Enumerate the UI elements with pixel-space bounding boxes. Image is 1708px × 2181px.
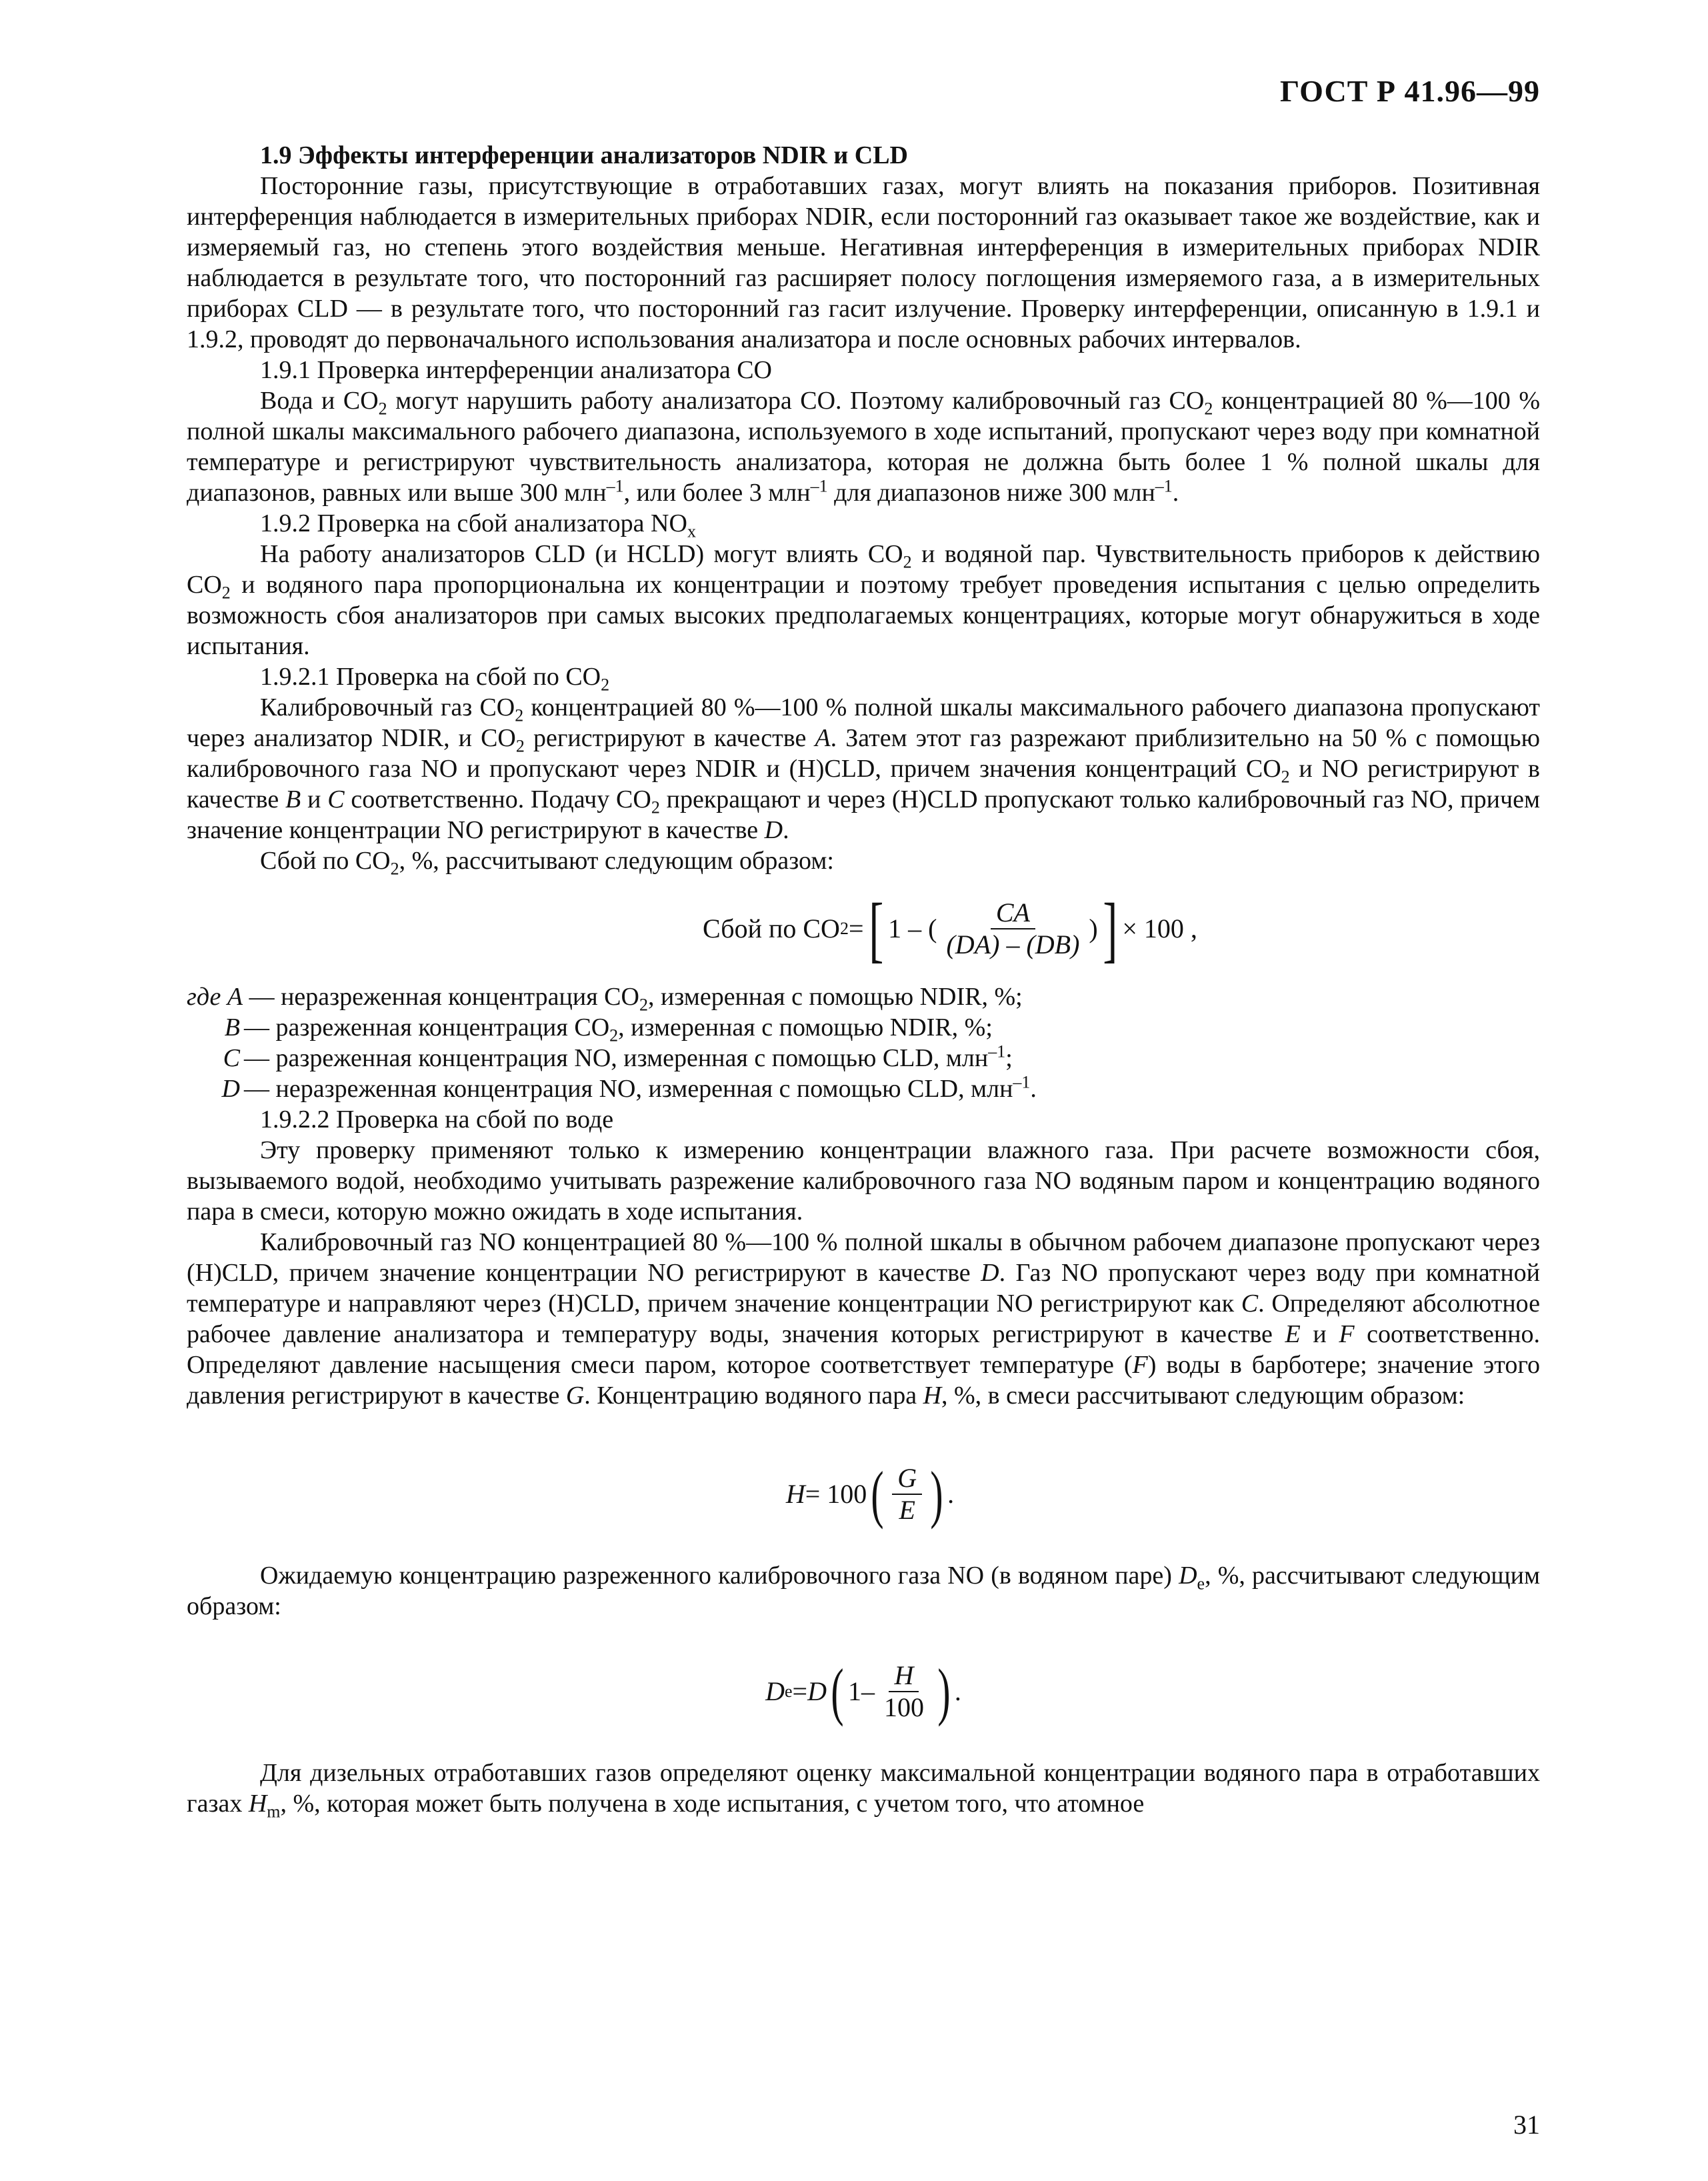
subsection-1-9-2: 1.9.2 Проверка на сбой анализатора $NO_x$ — [260, 509, 696, 541]
paragraph-calc-intro: Сбой по $CO_2$, %, рассчитывают следующим образом: — [260, 847, 834, 879]
paragraph-1-9-2-1: Калибровочный газ $CO_2$ концентрацией 80 %—100 % полной шкалы максимального рабочего диапазона пропускают через анализатор NDIR, и $CO_2$ регистрируют в качестве A. Затем этот газ разрежают приблизительно на 50 % с помощью калибровочного газа NO и пропускают через NDIR и (H)CLD, причем значения концентраций $CO_2$ и NO регистрируют в качестве B и C соответственно. Подачу $CO_2$ прекращают и через (H)CLD пропускают только калибровочный газ NO, причем значение концентрации NO регистрируют в качестве D. — [187, 693, 1540, 844]
right-bracket: ] — [1103, 888, 1118, 969]
formula-diluted-no: D e = D ( 1– $\frac{H}{100}$ ) . — [765, 1656, 961, 1727]
paragraph-intro: Посторонние газы, присутствующие в отработавших газах, могут влиять на показания приборов. Позитивная интерференция наблюдается в измерительных приборах NDIR, если посторонний газ оказывает такое же воздействие, как и измеряемый газ, но степень этого воздействия меньше. Негативная интерференция в измерительных приборах NDIR наблюдается в результате того, что посторонний газ расширяет полосу поглощения измеряемого газа, а в измерительных приборах CLD — в результате того, что посторонний газ гасит излучение. Проверку интерференции, описанную в 1.9.1 и 1.9.2, проводят до первоначального использования анализатора и после основных рабочих интервалов. — [187, 172, 1540, 353]
definition-a: где A — неразреженная концентрация $CO_2$, измеренная с помощью NDIR, %; — [187, 983, 1023, 1015]
page-number: 31 — [1513, 2110, 1540, 2140]
paragraph-1-9-2-2-b: Калибровочный газ NO концентрацией 80 %—100 % полной шкалы в обычном рабочем диапазоне пропускают через (H)CLD, причем значение концентрации NO регистрируют в качестве D. Газ NO пропускают через воду при комнатной температуре и направляют через (H)CLD, причем значение концентрации NO регистрируют как C. Определяют абсолютное рабочее давление анализатора и температуру воды, значения которых регистрируют в качестве E и F соответственно. Определяют давление насыщения смеси паром, которое соответствует температуре (F) воды в барботере; значение этого давления регистрируют в качестве G. Концентрацию водяного пара H, %, в смеси рассчитывают следующим образом: — [187, 1228, 1541, 1410]
document-body — [187, 140, 1541, 1822]
definition-d: D — неразреженная концентрация NO, измеренная с помощью CLD, млн$^{-1}$. — [221, 1072, 1037, 1103]
fraction: $\frac{G}{E}$ — [892, 1463, 922, 1526]
paragraph-1-9-1: Вода и $CO_2$ могут нарушить работу анализатора CO. Поэтому калибровочный газ $CO_2$ концентрацией 80 %—100 % полной шкалы максимального рабочего диапазона, используемого в ходе испытаний, пропускают через воду при комнатной температуре и регистрируют чувствительность анализатора, которая не должна быть более 1 % полной шкалы для диапазонов, равных или выше 300 млн$^{-1}$, или более 3 млн$^{-1}$ для диапазонов ниже 300 млн$^{-1}$. — [187, 387, 1541, 507]
formula-water-concentration: H = 100 ( $\frac{G}{E}$ ) . — [785, 1458, 955, 1530]
subsection-1-9-2-2: 1.9.2.2 Проверка на сбой по воде — [260, 1106, 614, 1134]
variable-definitions — [187, 981, 1540, 1104]
definition-c: C — разреженная концентрация NO, измеренная с помощью CLD, млн$^{-1}$; — [223, 1041, 1013, 1072]
left-bracket: [ — [868, 888, 883, 969]
subsection-1-9-1: 1.9.1 Проверка интерференции анализатора CO — [260, 356, 772, 384]
definition-b: B — разреженная концентрация $CO_2$, измеренная с помощью NDIR, %; — [224, 1013, 993, 1045]
document-header: ГОСТ Р 41.96—99 — [1280, 74, 1540, 108]
section-title: 1.9 Эффекты интерференции анализаторов NDIR и CLD — [260, 141, 908, 169]
fraction: $\frac{CA}{(DA) - (DB)}$ — [946, 897, 1080, 959]
paragraph-1-9-2: На работу анализаторов CLD (и HCLD) могут влиять $CO_2$ и водяной пар. Чувствительность приборов к действию $CO_2$ и водяного пара пропорциональна их концентрации и поэтому требует проведения испытания с целью определить возможность сбоя анализаторов при самых высоких предполагаемых концентрациях, которые могут обнаружиться в ходе испытания. — [187, 540, 1541, 660]
paragraph-expected-concentration: Ожидаемую концентрацию разреженного калибровочного газа NO (в водяном паре) $D_e$, %, рассчитывают следующим образом: — [187, 1562, 1540, 1620]
document-page — [187, 60, 1540, 2140]
subsection-1-9-2-1: 1.9.2.1 Проверка на сбой по $CO_2$ — [260, 663, 610, 695]
formula-co2-fault: Сбой по CO 2 = [ 1 – ( $\frac{CA}{(DA) - (DB)}$ ) ] × 100 , — [703, 888, 1197, 969]
paragraph-1-9-2-2-a: Эту проверку применяют только к измерению концентрации влажного газа. При расчете возможности сбоя, вызываемого водой, необходимо учитывать разрежение калибровочного газа NO водяным паром и концентрацию водяного пара в смеси, которую можно ожидать в ходе испытания. — [187, 1136, 1540, 1226]
paragraph-diesel: Для дизельных отработавших газов определяют оценку максимальной концентрации водяного пара в отработавших газах $H_m$, %, которая может быть получена в ходе испытания, с учетом того, что атомное — [187, 1759, 1540, 1822]
fraction: $\frac{H}{100}$ — [883, 1660, 924, 1722]
